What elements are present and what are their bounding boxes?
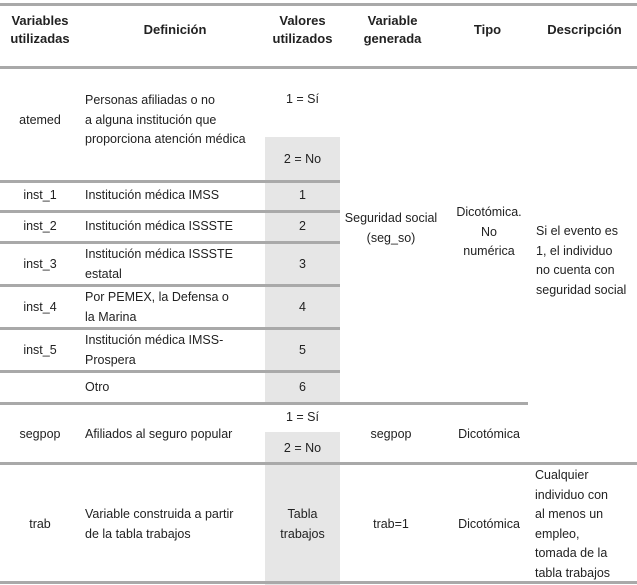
cell-generated-variable — [340, 209, 442, 248]
row-divider — [0, 210, 340, 213]
cell-value: 2 = No — [283, 152, 322, 166]
cell-variable: trab — [29, 517, 51, 531]
header-definicion: Definición — [143, 22, 207, 37]
header-descripcion: Descripción — [547, 22, 622, 37]
row-divider — [0, 241, 340, 244]
cell-definition — [85, 91, 246, 150]
row-divider — [0, 370, 340, 373]
cell-value: 1 — [299, 188, 306, 202]
header-valores-utilizados — [265, 12, 340, 48]
cell-generated-variable: trab=1 — [373, 517, 409, 531]
text-line: de la tabla trabajos — [85, 526, 191, 541]
text-line: a alguna institución que — [85, 112, 217, 127]
text-line: la Marina — [85, 309, 137, 324]
cell-definition — [85, 505, 233, 544]
cell-definition — [85, 331, 223, 370]
header-tipo: Tipo — [473, 22, 502, 37]
cell-value: 2 — [299, 219, 306, 233]
cell-value: 1 = Sí — [285, 92, 319, 106]
text-line: Variable construida a partir — [85, 507, 234, 521]
cell-type: Dicotómica — [458, 427, 520, 441]
header-line: utilizadas — [10, 31, 70, 46]
cell-variable: inst_3 — [23, 257, 57, 271]
text-line: No — [481, 224, 497, 239]
cell-definition: Institución médica IMSS — [85, 188, 220, 202]
cell-variable: segpop — [19, 427, 61, 441]
cell-variable: inst_5 — [23, 343, 57, 357]
row-divider — [0, 462, 637, 465]
text-line: 1, el individuo — [536, 243, 613, 258]
text-line: seguridad social — [536, 282, 627, 297]
header-line: Variables — [11, 13, 69, 28]
text-line: (seg_so) — [366, 230, 416, 245]
text-line: Cualquier — [535, 468, 589, 482]
cell-value — [265, 505, 340, 544]
text-line: empleo, — [535, 526, 580, 541]
text-line: Prospera — [85, 352, 136, 367]
text-line: tomada de la — [535, 546, 608, 560]
header-variables-utilizadas — [0, 12, 80, 48]
cell-definition — [85, 245, 233, 284]
text-line: Si el evento es — [536, 224, 618, 238]
row-divider — [0, 402, 528, 405]
text-line: Tabla — [287, 507, 318, 521]
cell-value: 2 = No — [283, 441, 322, 455]
cell-description — [536, 222, 626, 300]
cell-type — [445, 203, 533, 262]
cell-variable: atemed — [19, 113, 61, 127]
row-divider — [0, 284, 340, 287]
text-line: tabla trabajos — [535, 565, 611, 580]
text-line: al menos un — [535, 507, 604, 521]
header-rule — [0, 66, 637, 69]
cell-value: 1 = Sí — [285, 410, 319, 424]
text-line: no cuenta con — [536, 263, 615, 277]
cell-variable: inst_4 — [23, 300, 57, 314]
text-line: Dicotómica. — [456, 205, 522, 219]
cell-value: 4 — [299, 300, 306, 314]
text-line: Institución médica IMSS- — [85, 333, 224, 347]
cell-variable: inst_2 — [23, 219, 57, 233]
cell-value: 6 — [299, 380, 306, 394]
cell-variable: inst_1 — [23, 188, 57, 202]
cell-value: 5 — [299, 343, 306, 357]
top-rule — [0, 3, 637, 6]
text-line: Personas afiliadas o no — [85, 93, 215, 107]
cell-definition: Institución médica ISSSTE — [85, 219, 233, 233]
text-line: Por PEMEX, la Defensa o — [85, 290, 229, 304]
text-line: trabajos — [280, 526, 325, 541]
cell-definition — [85, 288, 229, 327]
cell-type: Dicotómica — [458, 517, 520, 531]
cell-definition: Afiliados al seguro popular — [85, 427, 233, 441]
text-line: Seguridad social — [344, 211, 438, 225]
cell-description — [535, 466, 610, 583]
header-line: Variable — [367, 13, 418, 28]
text-line: numérica — [463, 244, 515, 258]
cell-generated-variable: segpop — [370, 427, 412, 441]
cell-definition: Otro — [85, 380, 110, 394]
cell-value: 3 — [299, 257, 306, 271]
row-divider — [0, 327, 340, 330]
text-line: individuo con — [535, 487, 608, 502]
text-line: Institución médica ISSSTE — [85, 247, 233, 261]
header-line: generada — [363, 31, 422, 46]
row-divider — [0, 180, 340, 183]
header-line: utilizados — [272, 31, 333, 46]
text-line: proporciona atención médica — [85, 132, 246, 146]
header-line: Valores — [279, 13, 326, 28]
header-variable-generada — [355, 12, 430, 48]
text-line: estatal — [85, 266, 122, 281]
